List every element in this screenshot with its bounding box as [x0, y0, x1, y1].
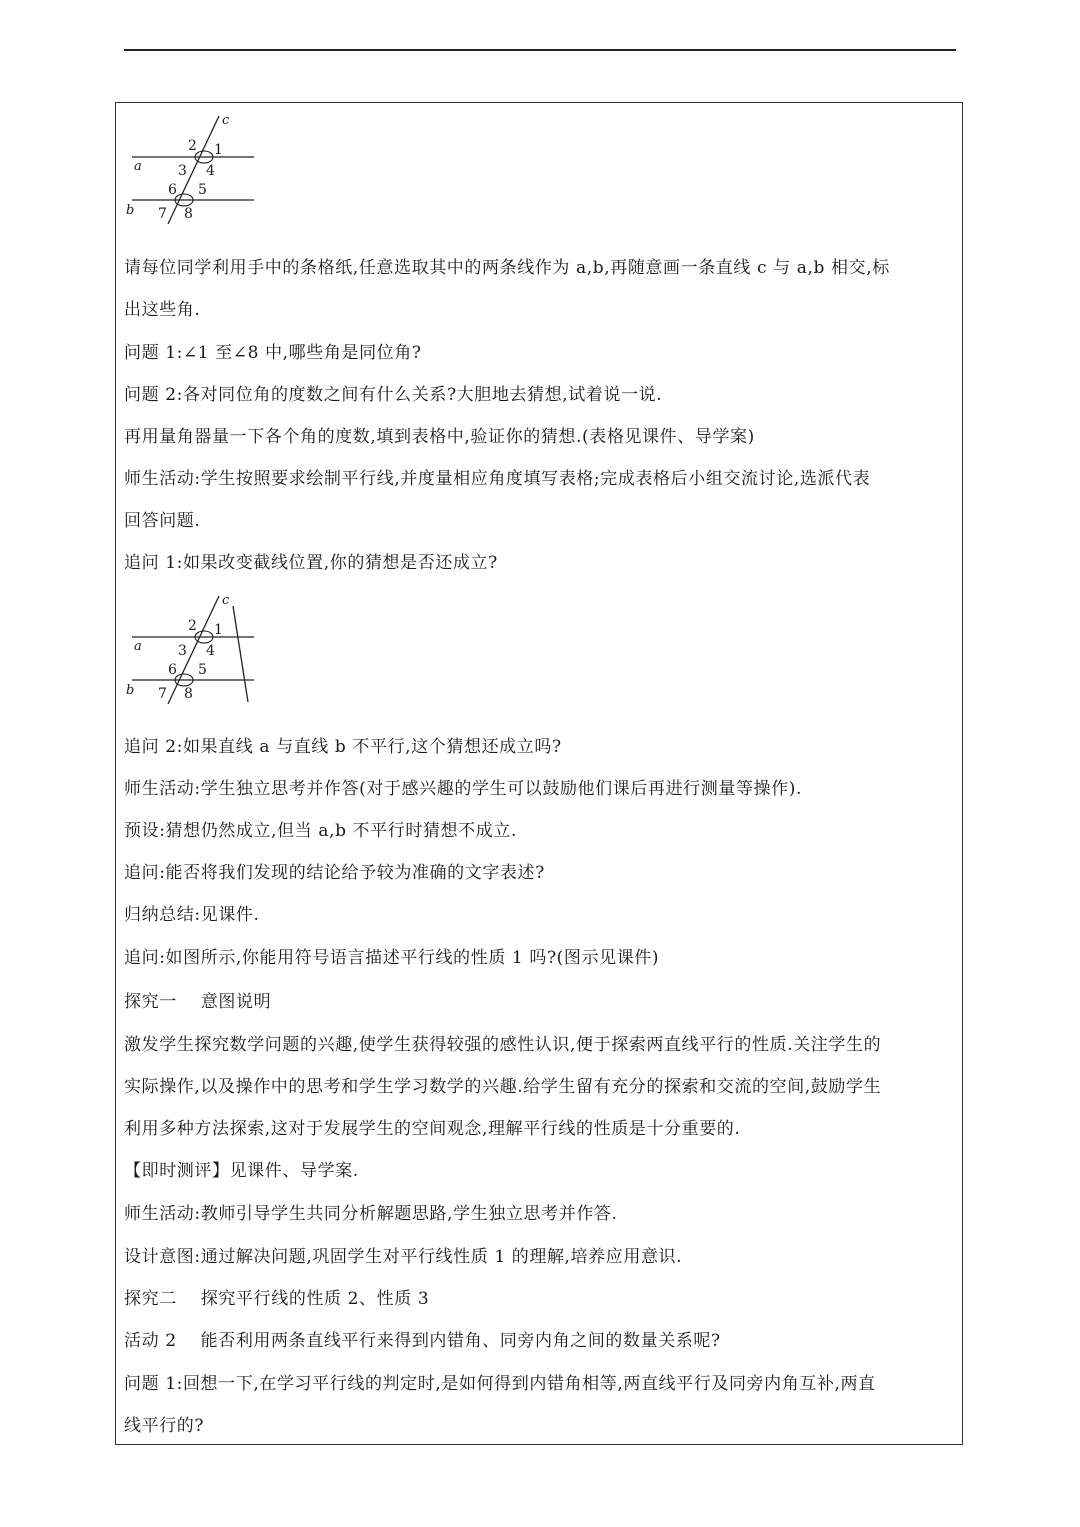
- section-heading: 探究二 探究平行线的性质 2、性质 3: [124, 1289, 430, 1309]
- paragraph-line: 利用多种方法探索,这对于发展学生的空间观念,理解平行线的性质是十分重要的.: [124, 1119, 741, 1139]
- angle-label-7: 7: [158, 206, 167, 222]
- follow-up-question: 追问 2:如果直线 a 与直线 b 不平行,这个猜想还成立吗?: [124, 737, 562, 757]
- angle-label-6: 6: [168, 182, 177, 198]
- paragraph-line: 设计意图:通过解决问题,巩固学生对平行线性质 1 的理解,培养应用意识.: [124, 1247, 683, 1267]
- paragraph-line: 【即时测评】见课件、导学案.: [124, 1161, 359, 1181]
- figure-parallel-lines-2: [126, 592, 266, 716]
- angle-label-5: 5: [198, 662, 207, 678]
- paragraph-line: 出这些角.: [124, 300, 201, 320]
- angle-label-1: 1: [214, 622, 223, 638]
- angle-label-4: 4: [206, 163, 215, 179]
- paragraph-line: 实际操作,以及操作中的思考和学生学习数学的兴趣.给学生留有充分的探索和交流的空间,鼓励学生: [124, 1077, 882, 1097]
- paragraph-line: 师生活动:学生按照要求绘制平行线,并度量相应角度填写表格;完成表格后小组交流讨论,选派代表: [124, 469, 871, 489]
- follow-up-question: 追问 1:如果改变截线位置,你的猜想是否还成立?: [124, 553, 498, 573]
- question-line: 问题 1:回想一下,在学习平行线的判定时,是如何得到内错角相等,两直线平行及同旁内角互补,两直: [124, 1374, 876, 1394]
- angle-label-4: 4: [206, 643, 215, 659]
- follow-up-question: 追问:如图所示,你能用符号语言描述平行线的性质 1 吗?(图示见课件): [124, 948, 660, 968]
- angle-label-3: 3: [178, 643, 187, 659]
- figure-parallel-lines-1: [126, 112, 266, 236]
- paragraph-line: 激发学生探究数学问题的兴趣,使学生获得较强的感性认识,便于探索两直线平行的性质.关注学生的: [124, 1035, 882, 1055]
- label-a: a: [134, 159, 142, 174]
- paragraph-line: 师生活动:学生独立思考并作答(对于感兴趣的学生可以鼓励他们课后再进行测量等操作).: [124, 779, 802, 799]
- label-c: c: [222, 113, 230, 128]
- label-b: b: [126, 683, 135, 698]
- question-2: 问题 2:各对同位角的度数之间有什么关系?大胆地去猜想,试着说一说.: [124, 385, 663, 405]
- question-line: 线平行的?: [124, 1416, 205, 1436]
- label-b: b: [126, 203, 135, 218]
- content-frame: [115, 102, 963, 1445]
- angle-label-3: 3: [178, 163, 187, 179]
- paragraph-line: 再用量角器量一下各个角的度数,填到表格中,验证你的猜想.(表格见课件、导学案): [124, 427, 755, 447]
- label-a: a: [134, 639, 142, 654]
- paragraph-line: 归纳总结:见课件.: [124, 905, 260, 925]
- paragraph-line: 请每位同学利用手中的条格纸,任意选取其中的两条线作为 a,b,再随意画一条直线 c 与 a,b 相交,标: [124, 258, 890, 278]
- angle-label-2: 2: [188, 138, 197, 154]
- activity-line: 活动 2 能否利用两条直线平行来得到内错角、同旁内角之间的数量关系呢?: [124, 1331, 721, 1351]
- question-1: 问题 1:∠1 至∠8 中,哪些角是同位角?: [124, 343, 422, 363]
- angle-label-8: 8: [184, 206, 193, 222]
- paragraph-line: 预设:猜想仍然成立,但当 a,b 不平行时猜想不成立.: [124, 821, 517, 841]
- angle-label-8: 8: [184, 686, 193, 702]
- section-heading: 探究一 意图说明: [124, 992, 272, 1012]
- label-c: c: [222, 593, 230, 608]
- paragraph-line: 师生活动:教师引导学生共同分析解题思路,学生独立思考并作答.: [124, 1204, 618, 1224]
- paragraph-line: 回答问题.: [124, 511, 201, 531]
- follow-up-question: 追问:能否将我们发现的结论给予较为准确的文字表述?: [124, 863, 545, 883]
- angle-label-6: 6: [168, 662, 177, 678]
- angle-label-2: 2: [188, 618, 197, 634]
- angle-label-7: 7: [158, 686, 167, 702]
- header-rule: [124, 49, 956, 51]
- angle-label-1: 1: [214, 142, 223, 158]
- angle-label-5: 5: [198, 182, 207, 198]
